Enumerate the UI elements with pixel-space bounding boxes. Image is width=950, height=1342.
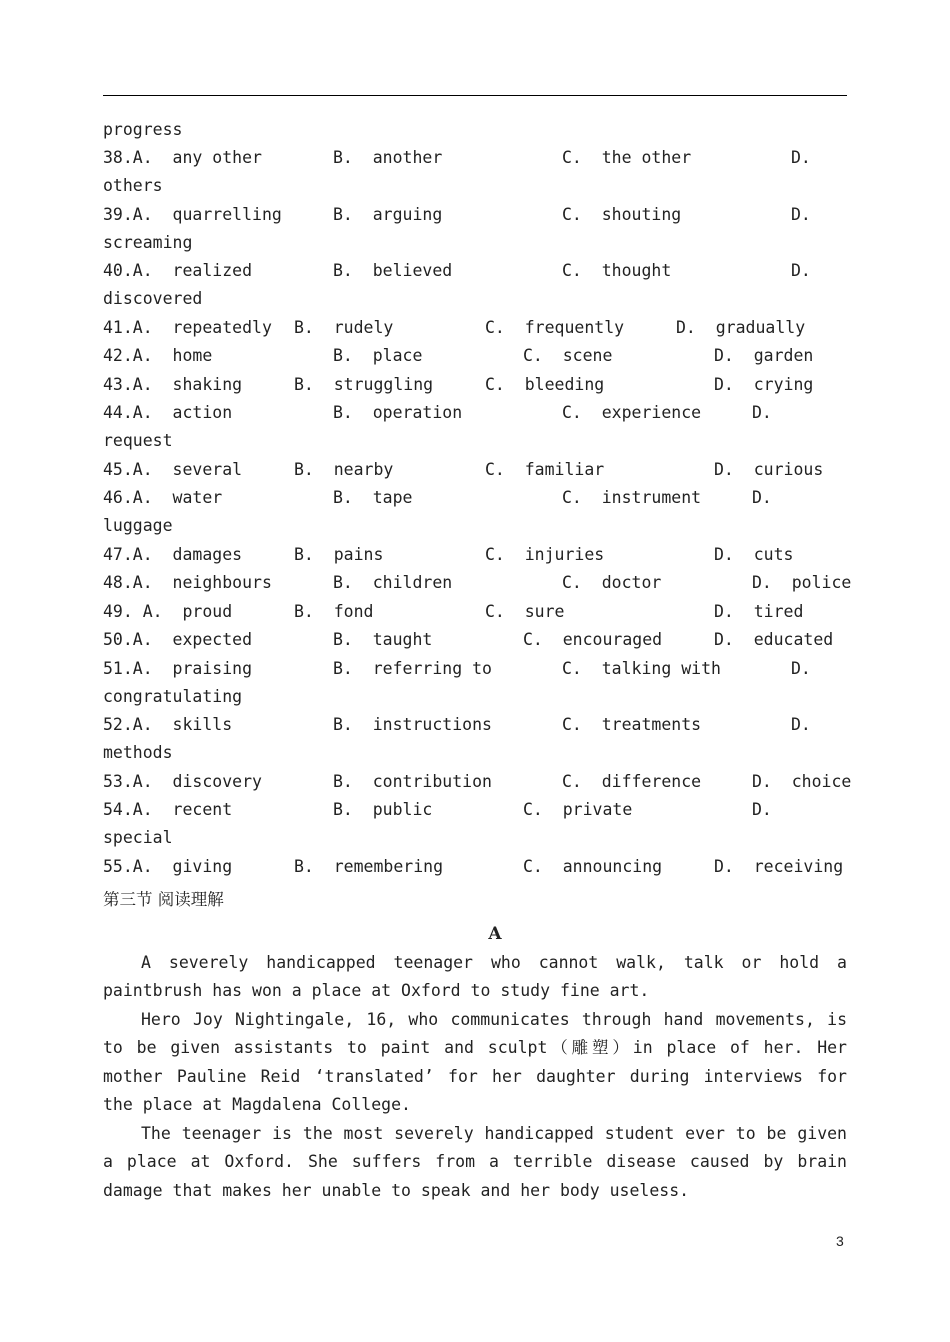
option-b: B. taught <box>333 630 433 649</box>
option-a: 54.A. recent <box>103 800 233 819</box>
option-d: D. gradually <box>676 318 806 337</box>
page-number: 3 <box>836 1233 844 1249</box>
option-a: 39.A. quarrelling <box>103 205 282 224</box>
option-b: B. contribution <box>333 772 492 791</box>
option-a: 42.A. home <box>103 346 213 365</box>
paragraph-1: A severely handicapped teenager who cannot walk, talk or hold a paintbrush has won a place at Oxford to study fine art. <box>103 953 847 1001</box>
option-d: D. police <box>752 573 852 592</box>
option-c: C. treatments <box>562 715 702 734</box>
option-b: B. public <box>333 800 433 819</box>
option-b: B. instructions <box>333 715 492 734</box>
option-c: C. difference <box>562 772 702 791</box>
option-c: C. talking with <box>562 659 721 678</box>
option-c: C. private <box>523 800 633 819</box>
option-d: D. garden <box>714 346 814 365</box>
option-b: B. rudely <box>294 318 394 337</box>
option-a: 45.A. several <box>103 460 243 479</box>
option-a: 46.A. water <box>103 488 223 507</box>
option-b: B. remembering <box>294 857 444 876</box>
option-c: C. doctor <box>562 573 662 592</box>
passage-title: A <box>488 924 502 944</box>
option-a: 40.A. realized <box>103 261 253 280</box>
option-d-wrap: request <box>103 431 173 450</box>
option-c: C. frequently <box>485 318 625 337</box>
option-d-wrap: special <box>103 828 173 847</box>
option-a: 53.A. discovery <box>103 772 262 791</box>
option-d: D. <box>791 148 811 167</box>
option-d: D. <box>752 800 772 819</box>
option-a: 50.A. expected <box>103 630 253 649</box>
option-c: C. sure <box>485 602 565 621</box>
option-a: 43.A. shaking <box>103 375 243 394</box>
option-c: C. instrument <box>562 488 702 507</box>
option-d: D. <box>752 403 772 422</box>
option-c: C. bleeding <box>485 375 605 394</box>
option-b: B. children <box>333 573 453 592</box>
option-d: D. receiving <box>714 857 844 876</box>
option-a: 47.A. damages <box>103 545 243 564</box>
header-rule <box>103 95 847 96</box>
option-b: B. tape <box>333 488 413 507</box>
option-d: D. educated <box>714 630 834 649</box>
option-d-wrap: methods <box>103 743 173 762</box>
option-b: B. nearby <box>294 460 394 479</box>
option-a: 44.A. action <box>103 403 233 422</box>
option-a: 52.A. skills <box>103 715 233 734</box>
option-d: D. <box>791 715 811 734</box>
option-a: 51.A. praising <box>103 659 253 678</box>
option-c: C. experience <box>562 403 702 422</box>
option-d: D. <box>791 659 811 678</box>
option-c: C. familiar <box>485 460 605 479</box>
option-b: B. referring to <box>333 659 492 678</box>
option-d-wrap: screaming <box>103 233 193 252</box>
option-b: B. believed <box>333 261 453 280</box>
option-c: C. the other <box>562 148 692 167</box>
option-a: 49. A. proud <box>103 602 233 621</box>
option-b: B. fond <box>294 602 374 621</box>
option-d: D. curious <box>714 460 824 479</box>
option-d: D. crying <box>714 375 814 394</box>
option-c: C. encouraged <box>523 630 663 649</box>
paragraph-3: The teenager is the most severely handicapped student ever to be given a place at Oxford. She suffers from a terrible disease caused by brain damage that makes her unable to speak and her body useless. <box>103 1124 847 1200</box>
option-d: D. choice <box>752 772 852 791</box>
option-b: B. pains <box>294 545 384 564</box>
option-d-wrap: others <box>103 176 163 195</box>
option-d: D. tired <box>714 602 804 621</box>
option-d: D. <box>752 488 772 507</box>
option-b: B. another <box>333 148 443 167</box>
paragraph-2: Hero Joy Nightingale, 16, who communicates through hand movements, is to be given assistants to paint and sculpt（雕塑）in place of her. Her mother Pauline Reid ‘translated’ for her daughter during interviews for the place at Magdalena College. <box>103 1010 847 1115</box>
option-a: 38.A. any other <box>103 148 262 167</box>
option-d: D. <box>791 261 811 280</box>
option-a: 48.A. neighbours <box>103 573 272 592</box>
top-fragment: progress <box>103 120 183 139</box>
option-d-wrap: discovered <box>103 289 203 308</box>
option-c: C. thought <box>562 261 672 280</box>
option-d: D. cuts <box>714 545 794 564</box>
option-b: B. operation <box>333 403 463 422</box>
option-b: B. place <box>333 346 423 365</box>
option-c: C. injuries <box>485 545 605 564</box>
option-a: 41.A. repeatedly <box>103 318 272 337</box>
option-b: B. arguing <box>333 205 443 224</box>
option-b: B. struggling <box>294 375 434 394</box>
option-c: C. shouting <box>562 205 682 224</box>
option-d: D. <box>791 205 811 224</box>
option-d-wrap: luggage <box>103 516 173 535</box>
option-d-wrap: congratulating <box>103 687 243 706</box>
section-title: 第三节 阅读理解 <box>103 890 224 909</box>
option-c: C. announcing <box>523 857 663 876</box>
option-a: 55.A. giving <box>103 857 233 876</box>
option-c: C. scene <box>523 346 613 365</box>
